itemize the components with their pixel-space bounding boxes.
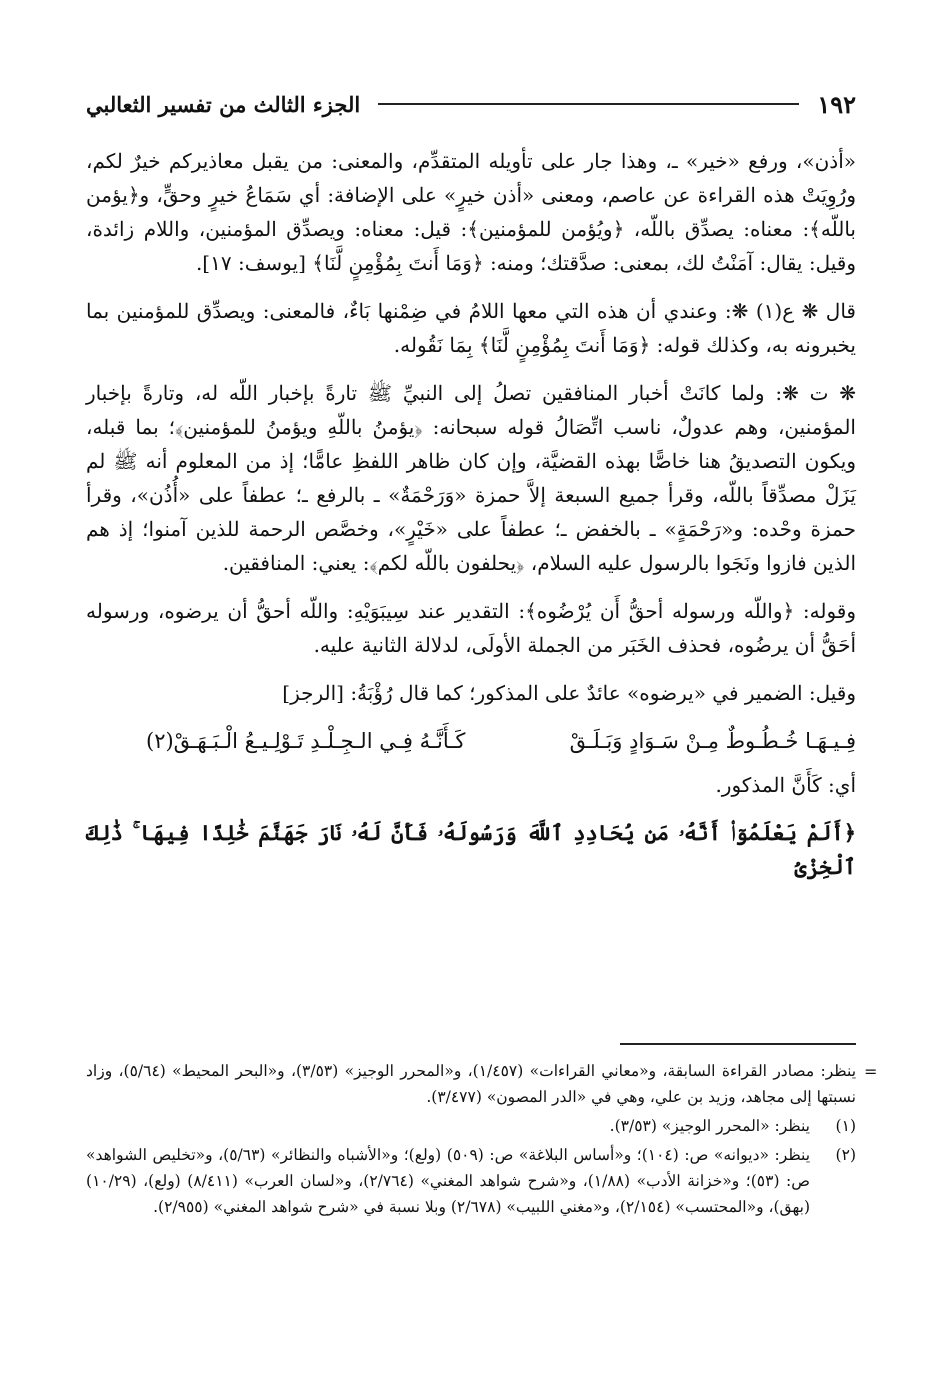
footnote [86, 1113, 856, 1139]
footnote-number: (٢) [835, 1146, 856, 1164]
quran-verse: ﴿أَلَمْ يَعْلَمُوٓا۟ أَنَّهُۥ مَن يُحَادِدِ ٱللَّهَ وَرَسُولَهُۥ فَأَنَّ لَهُۥ نَارَ جَهَنَّمَ خَٰلِدًا فِيهَا ۚ ذَٰلِكَ ٱلْخِزْىُ [86, 820, 856, 879]
running-title: الجزء الثالث من تفسير الثعالبي [86, 91, 361, 117]
main-text [86, 144, 856, 884]
footnote-separator [620, 1043, 856, 1045]
verse-first-hemistich: فِـيـهَـا خُـطُـوطٌ مِـنْ سَـوَادٍ وَبَـلَـقْ [569, 729, 856, 753]
paragraph: أي: كَأَنَّ المذكور. [715, 773, 856, 797]
paragraph: «أذن»، ورفع «خير» ـ، وهذا جار على تأويله المتقدِّم، والمعنى: من يقبل معاذيركم خيرٌ لكم، ورُوِيَتْ هذه القراءة عن عاصم، ومعنى «أذن خيرٍ» على الإضافة: أي سَمَاعُ خيرٍ وحقٍّ، و﴿يؤمن باللّه﴾: معناه: يصدِّق باللّه، ﴿ويُؤمن للمؤمنين﴾: قيل: معناه: ويصدِّق المؤمنين، واللام زائدة، وقيل: يقال: آمَنْتُ لك، بمعنى: صدَّقتك؛ ومنه: ﴿وَمَا أَنتَ بِمُؤْمِنٍ لَّنَا﴾ [يوسف: ١٧]. [86, 149, 856, 275]
paragraph: ❋ ت ❋: ولما كانَتْ أخبار المنافقين تصلُ إلى النبيِّ ﷺ تارةً بإخبار اللّه له، وتارةً بإخبار المؤمنين، وهم عدولٌ، ناسب اتِّصَالُ قوله سبحانه: ﴿يؤمنُ باللّهِ ويؤمنُ للمؤمنين﴾؛ بما قبله، ويكون التصديقُ هنا خاصًّا بهذه القضيَّة، وإن كان ظاهر اللفظِ عامًّا؛ إذ من المعلوم أنه ﷺ لم يَزَلْ مصدِّقاً باللّه، وقرأ جميع السبعة إلاَّ حمزة «وَرَحْمَةٌ» ـ بالرفع ـ؛ عطفاً على «أُذُن»، وقرأ حمزة وحْده: و«رَحْمَةٍ» ـ بالخفض ـ؛ عطفاً على «خَيْرٍ»، وخصَّص الرحمة للذين آمنوا؛ إذ هم الذين فازوا ونَجَوا بالرسول عليه السلام، ﴿يحلفون باللّه لكم﴾: يعني: المنافقين. [86, 381, 856, 575]
verse-second-hemistich: كَـأَنَّـهُ فِـي الـجِـلْـدِ تَـوْلِـيـعُ الْـبَـهَـقْ(٢) [146, 729, 466, 753]
page-number: ١٩٢ [817, 89, 856, 119]
poetry-verse [86, 724, 856, 758]
paragraph: قال ❋ ع(١) ❋: وعندي أن هذه التي معها اللامُ في ضِمْنها بَاءٌ، فالمعنى: ويصدِّق للمؤمنين بما يخبرونه به، وكذلك قوله: ﴿وَمَا أَنتَ بِمُؤْمِنٍ لَّنَا﴾ بِمَا نَقُوله. [86, 299, 856, 357]
footnote [86, 1142, 856, 1220]
footnote-text: ينظر: «المحرر الوجيز» (٣/٥٣). [609, 1117, 810, 1135]
footnote [86, 1058, 856, 1110]
footnote-continuation-mark: = [864, 1062, 878, 1081]
header-rule [378, 103, 799, 105]
footnote-text: ينظر: مصادر القراءة السابقة، و«معاني القراءات» (١/٤٥٧)، و«المحرر الوجيز» (٣/٥٣)، و«البحر المحيط» (٥/٦٤)، وزاد نسبتها إلى مجاهد، وزيد بن علي، وهي في «الدر المصون» (٣/٤٧٧). [86, 1062, 857, 1106]
footnotes [86, 1058, 856, 1223]
footnote-number: (١) [835, 1117, 856, 1135]
paragraph: وقوله: ﴿واللّه ورسوله أحقُّ أَن يُرْضُوه﴾: التقدير عند سِيبَوَيْهِ: واللّه أحقُّ أن يرضوه، ورسوله أحَقُّ أن يرضُوه، فحذف الخَبَر من الجملة الأولَى، لدلالة الثانية عليه. [86, 599, 856, 657]
footnote-text: ينظر: «ديوانه» ص: (١٠٤)؛ و«أساس البلاغة» ص: (٥٠٩) (ولع)؛ و«الأشباه والنظائر» (٥/٦٣)، و«تخليص الشواهد» ص: (٥٣)؛ و«خزانة الأدب» (١/٨٨)، و«شرح شواهد المغني» (٢/٧٦٤)، و«لسان العرب» (٨/٤١١) (ولع)، (١٠/٢٩) (بهق)، و«المحتسب» (٢/١٥٤)، و«مغني اللبيب» (٢/٦٧٨) وبلا نسبة في «شرح شواهد المغني» (٢/٩٥٥). [86, 1146, 811, 1216]
page-header [86, 88, 856, 120]
paragraph: وقيل: الضمير في «يرضوه» عائدٌ على المذكور؛ كما قال رُؤْبَةُ: [الرجز] [282, 681, 856, 705]
